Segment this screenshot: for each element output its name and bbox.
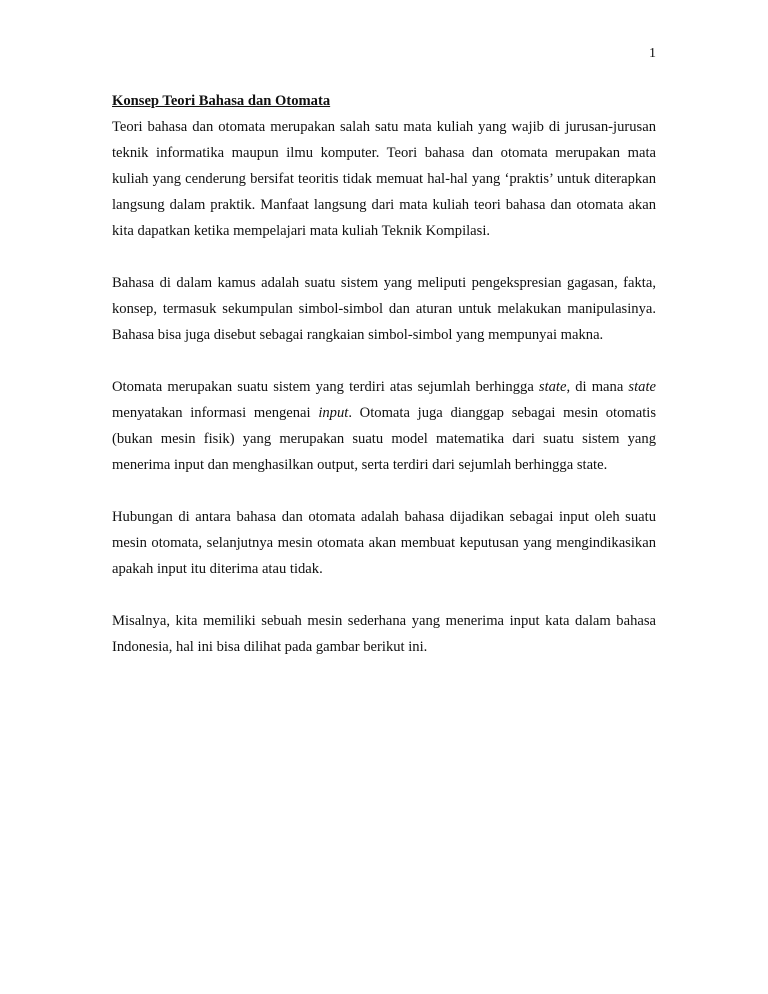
page-number: 1: [649, 46, 656, 61]
italic-term: input: [318, 405, 349, 421]
italic-term: state: [628, 379, 656, 395]
paragraph-text: Teori bahasa dan otomata merupakan salah satu mata kuliah yang wajib di jurusan-jurusan teknik informatika maupun ilmu komputer. Teori bahasa dan otomata merupakan mata kuliah yang cenderung bersifat teoritis tidak memuat hal-hal yang ‘praktis’ untuk diterapkan langsung dalam praktik. Manfaat langsung dari mata kuliah teori bahasa dan otomata akan kita dapatkan ketika mempelajari mata kuliah Teknik Kompilasi.: [112, 119, 656, 239]
paragraph-text: Misalnya, kita memiliki sebuah mesin sederhana yang menerima input kata dalam bahasa Indonesia, hal ini bisa dilihat pada gambar berikut ini.: [112, 613, 656, 655]
paragraph-text: menyatakan informasi mengenai: [112, 405, 319, 421]
paragraph-text: Otomata merupakan suatu sistem yang terdiri atas sejumlah berhingga: [112, 379, 539, 395]
paragraph-text: Hubungan di antara bahasa dan otomata adalah bahasa dijadikan sebagai input oleh suatu mesin otomata, selanjutnya mesin otomata akan membuat keputusan yang mengindikasikan apakah input itu diterima atau tidak.: [112, 509, 656, 577]
section-title: Konsep Teori Bahasa dan Otomata: [112, 93, 331, 109]
paragraph-otomata: [112, 374, 656, 478]
paragraph-text: Bahasa di dalam kamus adalah suatu sistem yang meliputi pengekspresian gagasan, fakta, konsep, termasuk sekumpulan simbol-simbol dan aturan untuk melakukan manipulasinya. Bahasa bisa juga disebut sebagai rangkaian simbol-simbol yang mempunyai makna.: [112, 275, 656, 343]
paragraph-intro: [112, 114, 656, 244]
italic-term: state: [538, 379, 567, 395]
paragraph-misalnya: [112, 608, 656, 660]
paragraph-hubungan: [112, 504, 656, 582]
paragraph-bahasa: [112, 270, 656, 348]
document-body: [112, 88, 656, 686]
paragraph-text: , di mana: [566, 379, 629, 395]
paragraph-text: . Otomata juga dianggap sebagai mesin otomatis (bukan mesin fisik) yang merupakan suatu model matematika dari suatu sistem yang menerima input dan menghasilkan output, serta terdiri dari sejumlah berhingga state.: [112, 405, 657, 473]
